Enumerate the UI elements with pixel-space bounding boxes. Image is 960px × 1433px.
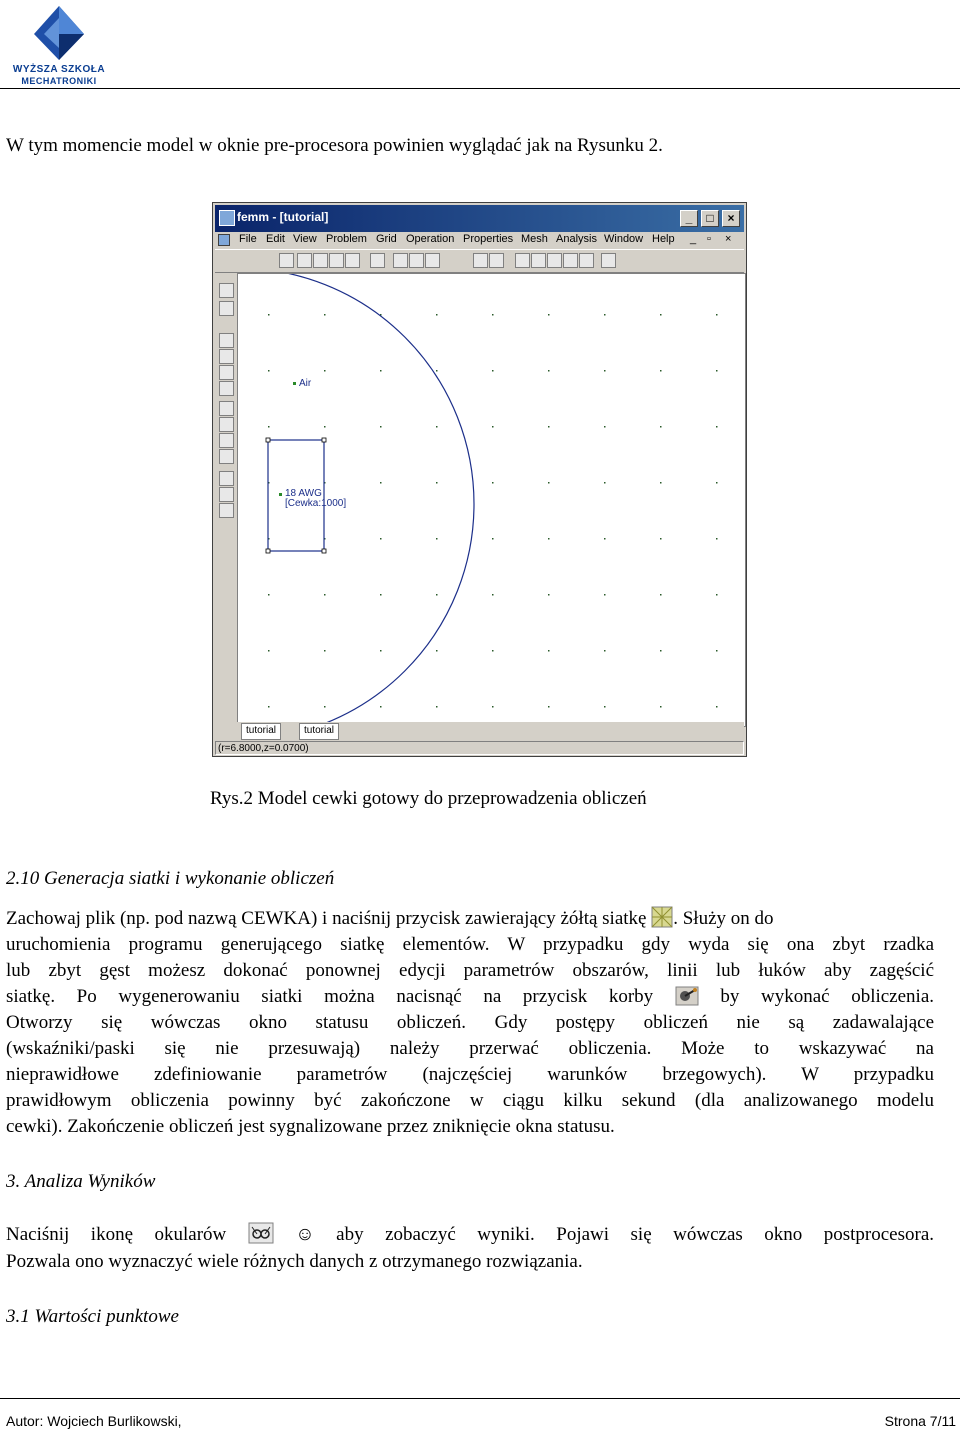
model-drawing: [238, 274, 745, 726]
femm-window: [212, 202, 747, 757]
properties-icon[interactable]: [370, 253, 385, 268]
copy-icon[interactable]: [531, 253, 546, 268]
grid-dot: [436, 594, 438, 596]
menu-edit[interactable]: Edit: [266, 233, 285, 245]
mdi-restore-icon[interactable]: ▫: [707, 233, 711, 245]
view-results-glasses-icon[interactable]: [425, 253, 440, 268]
grid-dot: [604, 370, 606, 372]
grid-dot: [492, 314, 494, 316]
mdi-minimize-icon[interactable]: _: [690, 233, 697, 245]
grid-dot: [604, 538, 606, 540]
close-button[interactable]: ×: [722, 210, 740, 227]
grid-dot: [324, 314, 326, 316]
minimize-button[interactable]: _: [680, 210, 698, 227]
zoom-natural-icon[interactable]: [219, 365, 234, 380]
grid-dot: [660, 594, 662, 596]
logo-text-line2: MECHATRONIKI: [21, 76, 97, 86]
coil-label-line2: [Cewka:1000]: [285, 498, 347, 509]
para2-line1-tail: ☺ aby zobaczyć wyniki. Pojawi się wówczas okno postprocesora.: [295, 1224, 935, 1245]
grid-dot: [548, 594, 550, 596]
header-divider: [0, 88, 960, 89]
grid-dot: [324, 370, 326, 372]
footer-author: Autor: Wojciech Burlikowski,: [6, 1413, 182, 1429]
fillet-icon[interactable]: [579, 253, 594, 268]
grid-dot: [660, 706, 662, 708]
menu-operation[interactable]: Operation: [406, 233, 455, 245]
grid-dot: [324, 426, 326, 428]
menu-view[interactable]: View: [293, 233, 317, 245]
arc-mode-icon[interactable]: [313, 253, 328, 268]
grid-dot: [604, 650, 606, 652]
app-icon: [219, 210, 235, 226]
menu-mesh[interactable]: Mesh: [521, 233, 548, 245]
menu-file[interactable]: File: [239, 233, 257, 245]
grid-dot: [548, 314, 550, 316]
logo-crystal-icon: [32, 4, 86, 62]
mdi-close-icon[interactable]: ×: [725, 233, 732, 245]
status-bar: (r=6.8000,z=0.0700): [215, 741, 744, 755]
grid-size-icon[interactable]: [219, 503, 234, 518]
grid-dot: [268, 426, 270, 428]
grid-dot: [548, 538, 550, 540]
grid-dot: [492, 594, 494, 596]
analyze-crank-icon[interactable]: [409, 253, 424, 268]
tool-icon[interactable]: [219, 301, 234, 316]
footer-divider: [0, 1398, 960, 1399]
segment-mode-icon[interactable]: [297, 253, 312, 268]
zoom-window-icon[interactable]: [219, 381, 234, 396]
grid-dot: [268, 314, 270, 316]
document-tabs: [237, 722, 744, 740]
grid-dot: [492, 426, 494, 428]
pan-right-icon[interactable]: [219, 449, 234, 464]
intro-paragraph: W tym momencie model w oknie pre-procesora powinien wyglądać jak na Rysunku 2.: [6, 135, 663, 156]
grid-dot: [324, 706, 326, 708]
doc-icon: [218, 234, 230, 246]
scale-icon[interactable]: [563, 253, 578, 268]
select-circle-icon[interactable]: [489, 253, 504, 268]
grid-dot: [660, 314, 662, 316]
grid-dot: [268, 594, 270, 596]
tab-tutorial-1[interactable]: tutorial: [241, 723, 281, 740]
figure-caption: Rys.2 Model cewki gotowy do przeprowadzenia obliczeń: [210, 788, 647, 809]
menu-analysis[interactable]: Analysis: [556, 233, 597, 245]
window-titlebar: [215, 205, 744, 232]
grid-dot: [436, 706, 438, 708]
node-mode-icon[interactable]: [279, 253, 294, 268]
grid-dot: [660, 426, 662, 428]
section-heading-3-1: 3.1 Wartości punktowe: [6, 1306, 179, 1327]
grid-dot: [716, 594, 718, 596]
menu-help[interactable]: Help: [652, 233, 675, 245]
tab-tutorial-2[interactable]: tutorial: [299, 723, 339, 740]
footer-page-number: Strona 7/11: [884, 1413, 956, 1429]
grid-dot: [660, 370, 662, 372]
grid-dot: [604, 482, 606, 484]
grid-dot: [380, 706, 382, 708]
mesh-icon[interactable]: [393, 253, 408, 268]
grid-dot: [380, 482, 382, 484]
grid-dot: [492, 482, 494, 484]
grid-dot: [604, 706, 606, 708]
grid-dot: [548, 706, 550, 708]
edit-icon[interactable]: [219, 283, 234, 298]
grid-dot: [436, 650, 438, 652]
grid-dot: [716, 706, 718, 708]
para1-line8: prawidłowym obliczenia powinny być zakończone w ciągu kilku sekund (dla analizowanego modelu: [6, 1090, 934, 1111]
grid-dot: [548, 482, 550, 484]
grid-dot: [324, 594, 326, 596]
grid-dot: [604, 594, 606, 596]
para2-line2: Pozwala ono wyznaczyć wiele różnych danych z otrzymanego rozwiązania.: [6, 1251, 583, 1272]
grid-dot: [548, 426, 550, 428]
grid-dot: [660, 538, 662, 540]
grid-dot: [380, 650, 382, 652]
school-logo: [6, 4, 112, 88]
menu-problem[interactable]: Problem: [326, 233, 367, 245]
grid-dot: [492, 650, 494, 652]
para1-line6: (wskaźniki/paski się nie przesuwają) należy przerwać obliczenia. Może to wskazywać na: [6, 1038, 934, 1059]
coil-label-line1: 18 AWG: [285, 488, 322, 499]
grid-dot: [716, 482, 718, 484]
glasses-icon: [248, 1222, 274, 1252]
grid-dot: [716, 314, 718, 316]
left-toolbar: [217, 275, 237, 725]
grid-dot: [548, 370, 550, 372]
grid-dot: [548, 650, 550, 652]
grid-dot: [436, 538, 438, 540]
grid-dot: [716, 538, 718, 540]
grid-dot: [380, 370, 382, 372]
para2-line1-text: Naciśnij ikonę okularów: [6, 1224, 227, 1245]
grid-dot: [436, 426, 438, 428]
menu-window[interactable]: Window: [604, 233, 644, 245]
mirror-icon[interactable]: [547, 253, 562, 268]
delete-icon[interactable]: [601, 253, 616, 268]
grid-dot: [660, 482, 662, 484]
grid-dot: [492, 370, 494, 372]
grid-dot: [268, 706, 270, 708]
para1-line3: lub zbyt gęst możesz dokonać ponownej edycji parametrów obszarów, linii lub łuków aby zagęścić: [6, 960, 934, 981]
grid-dot: [380, 538, 382, 540]
menu-bar: [215, 232, 744, 248]
zoom-in-icon[interactable]: [219, 333, 234, 348]
section-heading-3: 3. Analiza Wyników: [6, 1171, 156, 1192]
para1-line1-tail: . Służy on do: [673, 908, 774, 929]
section-heading-2-10: 2.10 Generacja siatki i wykonanie obliczeń: [6, 868, 335, 889]
para1-line1-text: Zachowaj plik (np. pod nazwą CEWKA) i naciśnij przycisk zawierający żółtą siatkę: [6, 908, 647, 929]
show-grid-icon[interactable]: [219, 471, 234, 486]
air-label: Air: [299, 378, 312, 389]
pan-up-icon[interactable]: [219, 401, 234, 416]
para1-line5: Otworzy się wówczas okno statusu obliczeń. Gdy postępy obliczeń nie są zadawalające: [6, 1012, 934, 1033]
grid-dot: [268, 650, 270, 652]
grid-dot: [716, 370, 718, 372]
grid-dot: [660, 650, 662, 652]
para1-line4-text: siatkę. Po wygenerowaniu siatki można nacisnąć na przycisk korby: [6, 986, 654, 1007]
logo-text-line1: WYŻSZA SZKOŁA: [12, 64, 106, 75]
snap-grid-icon[interactable]: [219, 487, 234, 502]
group-mode-icon[interactable]: [345, 253, 360, 268]
grid-dot: [268, 370, 270, 372]
menu-grid[interactable]: Grid: [376, 233, 397, 245]
zoom-out-icon[interactable]: [219, 349, 234, 364]
para1-line4-tail: by wykonać obliczenia.: [720, 986, 935, 1007]
para2-line1: [6, 1222, 934, 1252]
grid-dot: [716, 426, 718, 428]
grid-dot: [604, 314, 606, 316]
grid-dot: [380, 594, 382, 596]
pan-down-icon[interactable]: [219, 417, 234, 432]
grid-dot: [436, 314, 438, 316]
grid-dot: [604, 426, 606, 428]
para1-line7: nieprawidłowe zdefiniowanie parametrów (najczęściej warunków brzegowych). W przypadku: [6, 1064, 934, 1085]
grid-dot: [436, 370, 438, 372]
select-window-icon[interactable]: [473, 253, 488, 268]
grid-dot: [492, 538, 494, 540]
block-mode-icon[interactable]: [329, 253, 344, 268]
grid-dot: [380, 426, 382, 428]
grid-dot: [492, 706, 494, 708]
drawing-canvas[interactable]: [237, 273, 746, 727]
menu-properties[interactable]: Properties: [463, 233, 514, 245]
grid-dot: [324, 650, 326, 652]
pan-left-icon[interactable]: [219, 433, 234, 448]
move-icon[interactable]: [515, 253, 530, 268]
para1-line2: uruchomienia programu generującego siatkę elementów. W przypadku gdy wyda się ona zbyt rzadka: [6, 934, 934, 955]
maximize-button[interactable]: □: [701, 210, 719, 227]
para1-line9: cewki). Zakończenie obliczeń jest sygnalizowane przez zniknięcie okna statusu.: [6, 1116, 615, 1137]
window-title: femm - [tutorial]: [237, 210, 329, 224]
grid-dot: [436, 482, 438, 484]
main-toolbar: [215, 249, 744, 273]
grid-dot: [716, 650, 718, 652]
